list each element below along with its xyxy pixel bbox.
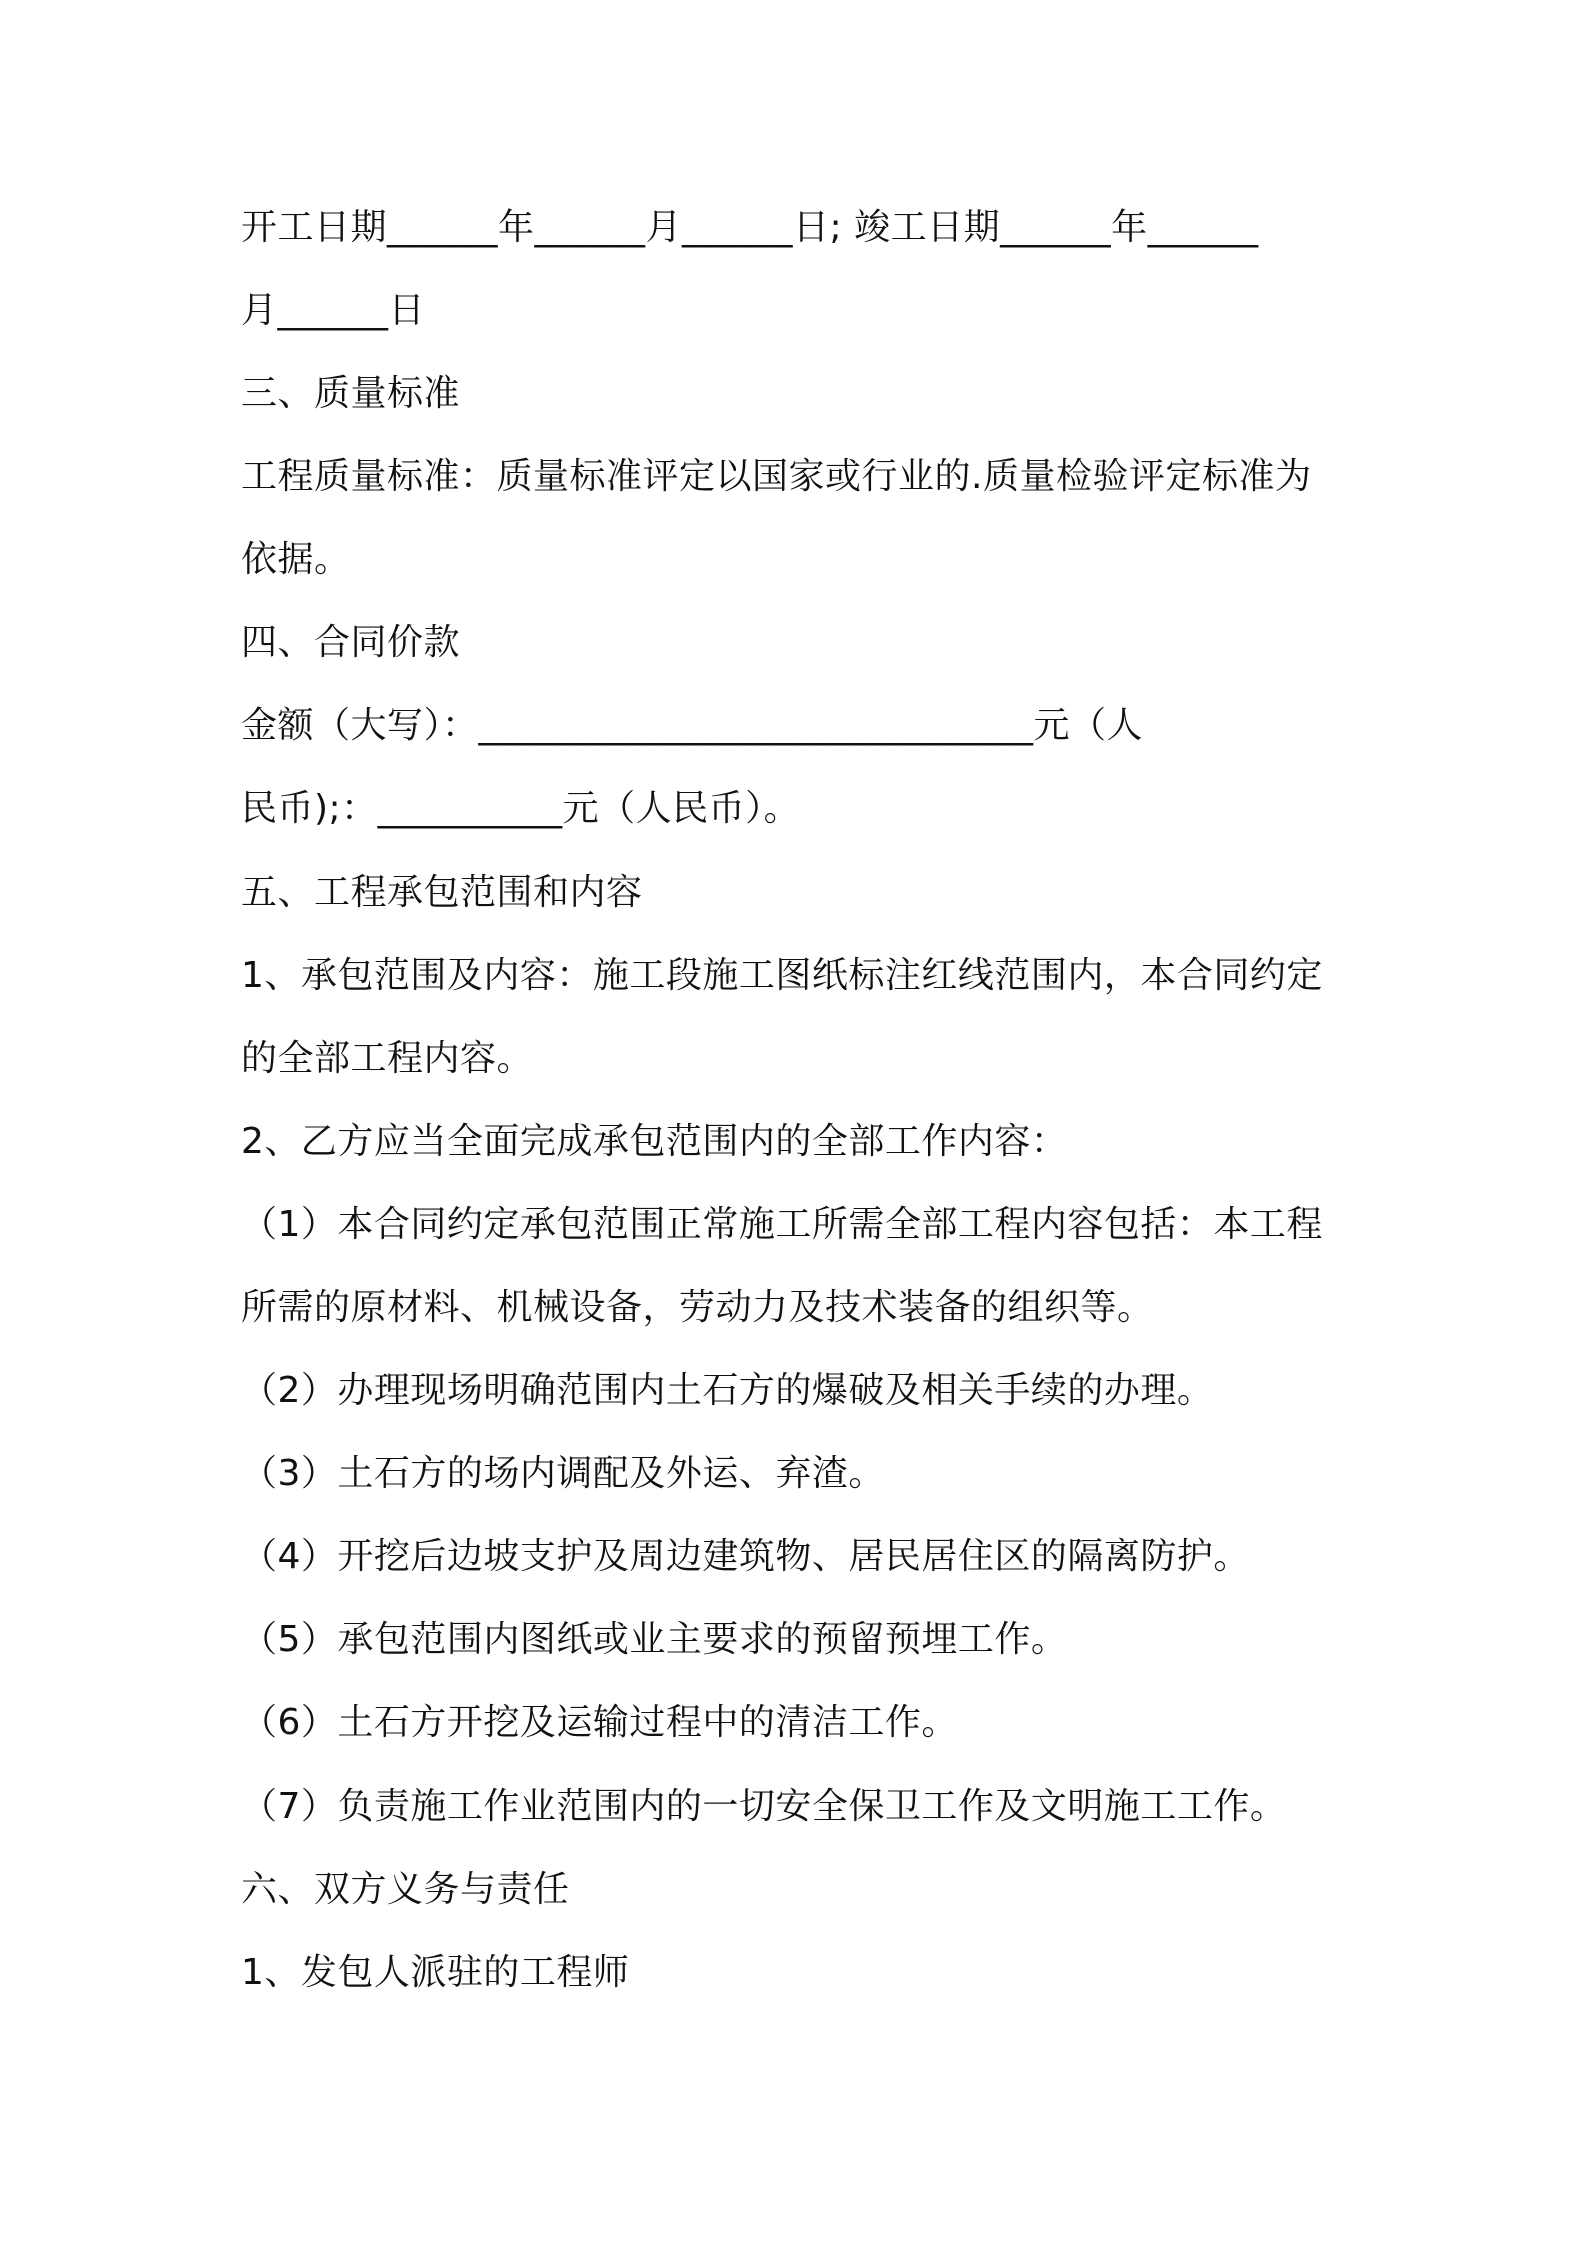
quality-standard-paragraph-cont: 依据。: [241, 539, 351, 580]
construction-dates-line-cont: 月______日: [241, 290, 426, 331]
scope-item-1: 1、承包范围及内容：施工段施工图纸标注红线范围内，本合同约定: [241, 955, 1323, 996]
amount-line: 金额（大写）：______________________________元（人: [241, 705, 1144, 746]
scope-subitem-3: （3）土石方的场内调配及外运、弃渣。: [241, 1453, 885, 1494]
section-heading-scope: 五、工程承包范围和内容: [241, 872, 643, 913]
section-heading-obligations: 六、双方义务与责任: [241, 1869, 570, 1910]
scope-subitem-1: （1）本合同约定承包范围正常施工所需全部工程内容包括：本工程: [241, 1204, 1323, 1245]
scope-subitem-6: （6）土石方开挖及运输过程中的清洁工作。: [241, 1702, 958, 1743]
amount-line-cont: 民币);：__________元（人民币）。: [241, 788, 801, 829]
scope-subitem-4: （4）开挖后边坡支护及周边建筑物、居民居住区的隔离防护。: [241, 1536, 1250, 1577]
scope-subitem-2: （2）办理现场明确范围内土石方的爆破及相关手续的办理。: [241, 1370, 1214, 1411]
section-heading-price: 四、合同价款: [241, 622, 461, 663]
quality-standard-paragraph: 工程质量标准：质量标准评定以国家或行业的.质量检验评定标准为: [241, 456, 1312, 497]
scope-subitem-1-cont: 所需的原材料、机械设备，劳动力及技术装备的组织等。: [241, 1287, 1154, 1328]
obligations-item-1: 1、发包人派驻的工程师: [241, 1952, 630, 1993]
scope-subitem-5: （5）承包范围内图纸或业主要求的预留预埋工作。: [241, 1619, 1068, 1660]
scope-subitem-7: （7）负责施工作业范围内的一切安全保卫工作及文明施工工作。: [241, 1786, 1287, 1827]
section-heading-quality: 三、质量标准: [241, 373, 461, 414]
scope-item-2: 2、乙方应当全面完成承包范围内的全部工作内容：: [241, 1121, 1068, 1162]
construction-dates-line: 开工日期______年______月______日; 竣工日期______年______: [241, 207, 1259, 248]
scope-item-1-cont: 的全部工程内容。: [241, 1038, 534, 1079]
